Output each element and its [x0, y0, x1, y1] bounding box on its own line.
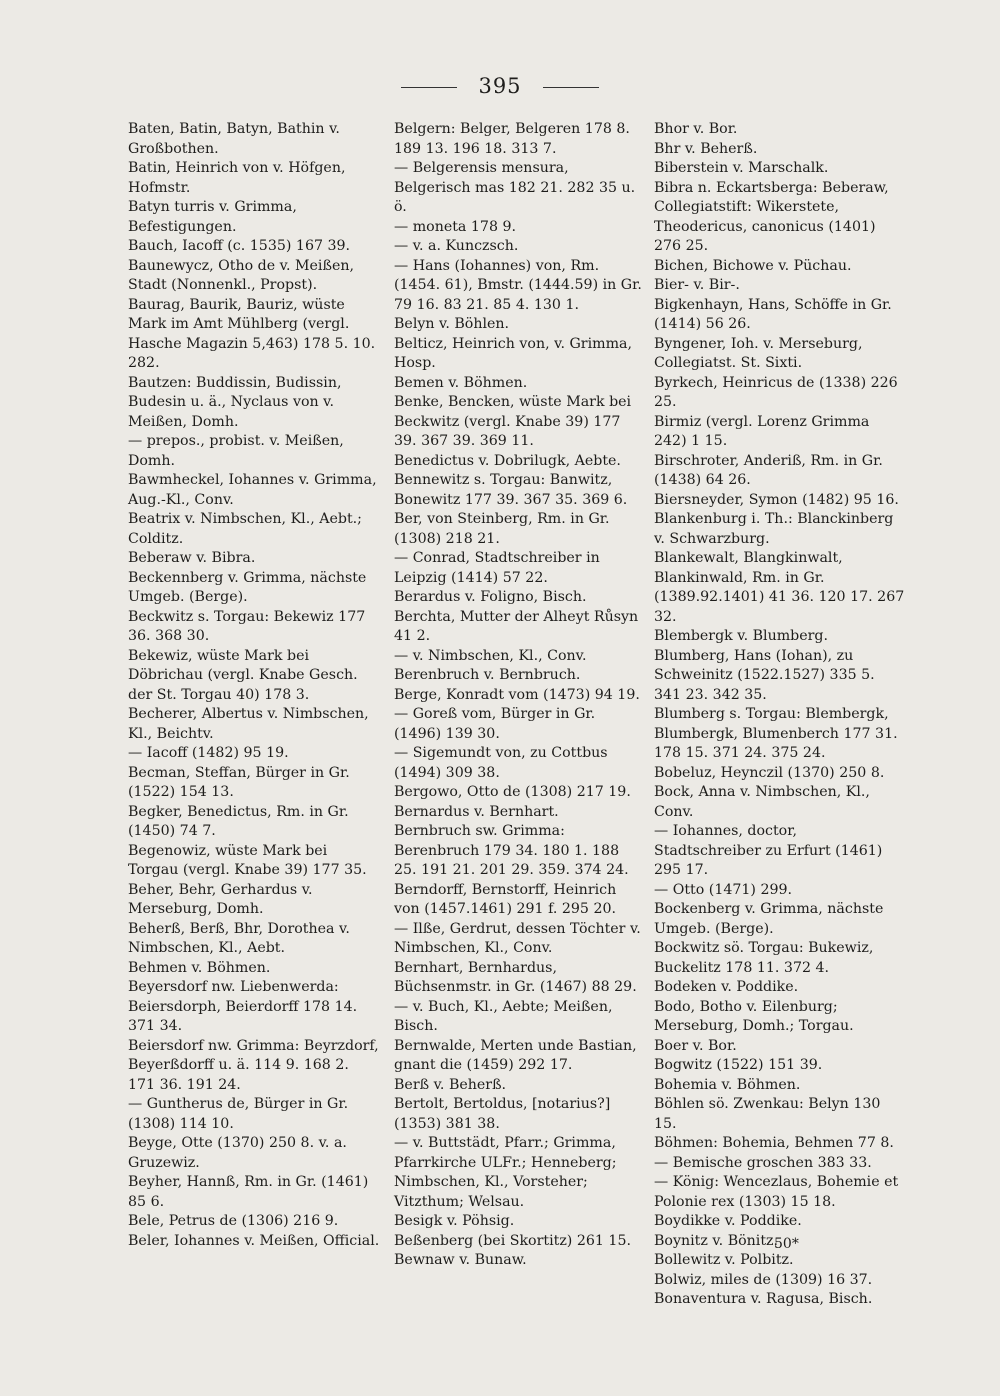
- index-entry: Bernhart, Bernhardus, Büchsenmstr. in Gr. (1467) 88 29.: [394, 959, 637, 995]
- index-entry: — Guntherus de, Bürger in Gr. (1308) 114 10.: [128, 1096, 349, 1132]
- index-entry: Berß v. Beherß.: [394, 1076, 507, 1093]
- index-entry: Bock, Anna v. Nimbschen, Kl., Conv.: [654, 784, 870, 820]
- index-entry: Blankenburg i. Th.: Blanckinberg v. Schwarzburg.: [654, 511, 894, 547]
- index-entry: Blembergk v. Blumberg.: [654, 628, 829, 644]
- index-entry: Bohemia v. Böhmen.: [654, 1076, 801, 1093]
- index-entry: Bergowo, Otto de (1308) 217 19.: [394, 784, 631, 800]
- index-entry: — prepos., probist. v. Meißen, Domh.: [128, 433, 344, 469]
- index-entry: Bekewiz, wüste Mark bei Döbrichau (vergl. Knabe Gesch. der St. Torgau 40) 178 3.: [128, 647, 358, 703]
- header-rule-left: [401, 87, 457, 88]
- index-entry: Beßenberg (bei Skortitz) 261 15.: [394, 1232, 631, 1249]
- index-entry: — Otto (1471) 299.: [654, 881, 793, 898]
- index-entry: Böhlen sö. Zwenkau: Belyn 130 15.: [654, 1096, 881, 1132]
- index-entry: Bibra n. Eckartsberga: Beberaw, Collegiatstift: Wikerstete, Theodericus, canonicus (1401) 276 25.: [654, 179, 889, 254]
- page-number: 395: [478, 74, 522, 98]
- index-entry: Beherß, Berß, Bhr, Dorothea v. Nimbschen, Kl., Aebt.: [128, 920, 350, 956]
- index-column-right: [654, 120, 906, 1310]
- index-entry: Baurag, Baurik, Bauriz, wüste Mark im Amt Mühlberg (vergl. Hasche Magazin 5,463) 178 5. 10. 282.: [128, 296, 376, 371]
- index-entry: Behmen v. Böhmen.: [128, 959, 271, 976]
- page-header: [0, 74, 1000, 98]
- index-entry: Bernbruch sw. Grimma: Berenbruch 179 34. 180 1. 188 25. 191 21. 201 29. 359. 374 24.: [394, 823, 629, 878]
- index-entry: Biberstein v. Marschalk.: [654, 160, 829, 176]
- index-entry: Berchta, Mutter der Alheyt Růsyn 41 2.: [394, 608, 639, 644]
- index-entry: — Bemische groschen 383 33.: [654, 1154, 872, 1171]
- index-entry: Bhr v. Beherß.: [654, 140, 758, 157]
- signature-mark: 50*: [774, 1236, 799, 1252]
- index-entry: Berenbruch v. Bernbruch.: [394, 667, 581, 683]
- index-entry: Ber, von Steinberg, Rm. in Gr. (1308) 218 21.: [394, 511, 610, 547]
- index-entry: Bernardus v. Bernhart.: [394, 803, 559, 820]
- index-entry: Böhmen: Bohemia, Behmen 77 8.: [654, 1135, 894, 1151]
- index-entry: Biersneyder, Symon (1482) 95 16.: [654, 491, 899, 508]
- index-entry: Beyersdorf nw. Liebenwerda: Beiersdorph, Beierdorff 178 14. 371 34.: [128, 979, 358, 1034]
- index-entry: Belticz, Heinrich von, v. Grimma, Hosp.: [394, 335, 632, 371]
- index-entry: Berardus v. Foligno, Bisch.: [394, 589, 587, 605]
- index-entry: Bockwitz sö. Torgau: Bukewiz, Buckelitz 178 11. 372 4.: [654, 940, 874, 976]
- index-entry: Byngener, Ioh. v. Merseburg, Collegiatst. St. Sixti.: [654, 335, 863, 371]
- index-entry: Baunewycz, Otho de v. Meißen, Stadt (Nonnenkl., Propst).: [128, 257, 354, 293]
- index-entry: — Sigemundt von, zu Cottbus (1494) 309 38.: [394, 745, 608, 781]
- index-entry: Bewnaw v. Bunaw.: [394, 1252, 527, 1268]
- index-entry: Bernwalde, Merten unde Bastian, gnant die (1459) 292 17.: [394, 1037, 637, 1073]
- index-entry: — König: Wencezlaus, Bohemie et Polonie rex (1303) 15 18.: [654, 1174, 899, 1210]
- index-entry: Bobeluz, Heynczil (1370) 250 8.: [654, 764, 885, 781]
- index-entry: Benedictus v. Dobrilugk, Aebte.: [394, 452, 621, 469]
- index-entry: Bautzen: Buddissin, Budissin, Budesin u. ä., Nyclaus von v. Meißen, Domh.: [128, 374, 342, 430]
- index-entry: Bemen v. Böhmen.: [394, 374, 528, 391]
- index-entry: Bogwitz (1522) 151 39.: [654, 1057, 823, 1073]
- index-entry: Bele, Petrus de (1306) 216 9.: [128, 1213, 339, 1229]
- index-entry: Beher, Behr, Gerhardus v. Merseburg, Domh.: [128, 881, 313, 917]
- index-entry: Bertolt, Bertoldus, [notarius?] (1353) 381 38.: [394, 1096, 611, 1132]
- index-entry: Becman, Steffan, Bürger in Gr. (1522) 154 13.: [128, 764, 350, 800]
- index-entry: Batin, Heinrich von v. Höfgen, Hofmstr.: [128, 160, 346, 196]
- index-entry: Beckwitz s. Torgau: Bekewiz 177 36. 368 30.: [128, 608, 366, 644]
- index-entry: Bichen, Bichowe v. Püchau.: [654, 257, 852, 274]
- index-entry: Begenowiz, wüste Mark bei Torgau (vergl. Knabe 39) 177 35.: [128, 842, 367, 878]
- index-entry: — Ilße, Gerdrut, dessen Töchter v. Nimbschen, Kl., Conv.: [394, 920, 641, 956]
- index-entry: — v. a. Kunczsch.: [394, 238, 519, 254]
- index-entry: — Iohannes, doctor, Stadtschreiber zu Erfurt (1461) 295 17.: [654, 823, 883, 878]
- index-entry: — v. Buch, Kl., Aebte; Meißen, Bisch.: [394, 998, 613, 1034]
- index-entry: Beler, Iohannes v. Meißen, Official.: [128, 1232, 380, 1249]
- index-entry: Bockenberg v. Grimma, nächste Umgeb. (Berge).: [654, 901, 884, 937]
- index-entry: Benke, Bencken, wüste Mark bei Beckwitz (vergl. Knabe 39) 177 39. 367 39. 369 11.: [394, 394, 632, 449]
- index-entry: Bonaventura v. Ragusa, Bisch.: [654, 1291, 873, 1307]
- index-entry: — Iacoff (1482) 95 19.: [128, 745, 289, 761]
- index-entry: Baten, Batin, Batyn, Bathin v. Großbothen.: [128, 121, 340, 157]
- index-entry: Blumberg, Hans (Iohan), zu Schweinitz (1522.1527) 335 5. 341 23. 342 35.: [654, 647, 875, 703]
- index-entry: Byrkech, Heinricus de (1338) 226 25.: [654, 374, 898, 410]
- index-column-middle: [394, 120, 646, 1271]
- index-entry: Berndorff, Bernstorff, Heinrich von (1457.1461) 291 f. 295 20.: [394, 881, 617, 917]
- index-entry: Begker, Benedictus, Rm. in Gr. (1450) 74 7.: [128, 803, 349, 839]
- index-column-left: [128, 120, 380, 1251]
- index-entry: Beyher, Hannß, Rm. in Gr. (1461) 85 6.: [128, 1174, 369, 1210]
- index-entry: Bhor v. Bor.: [654, 121, 738, 137]
- index-entry: Boer v. Bor.: [654, 1037, 737, 1054]
- index-entry: Bigkenhayn, Hans, Schöffe in Gr. (1414) 56 26.: [654, 296, 892, 332]
- index-entry: — moneta 178 9.: [394, 218, 517, 235]
- index-entry: Bollewitz v. Polbitz.: [654, 1252, 794, 1268]
- index-entry: Birmiz (vergl. Lorenz Grimma 242) 1 15.: [654, 413, 870, 449]
- index-entry: Besigk v. Pöhsig.: [394, 1213, 515, 1229]
- index-entry: Bodeken v. Poddike.: [654, 979, 799, 995]
- index-entry: Beckennberg v. Grimma, nächste Umgeb. (Berge).: [128, 569, 367, 605]
- index-entry: Belgern: Belger, Belgeren 178 8. 189 13. 196 18. 313 7.: [394, 121, 630, 157]
- index-entry: — Hans (Iohannes) von, Rm. (1454. 61), Bmstr. (1444.59) in Gr. 79 16. 83 21. 85 4. 130 1.: [394, 257, 642, 313]
- index-entry: Becherer, Albertus v. Nimbschen, Kl., Beichtv.: [128, 706, 369, 742]
- index-entry: — Belgerensis mensura, Belgerisch mas 182 21. 282 35 u. ö.: [394, 160, 636, 215]
- index-entry: Bodo, Botho v. Eilenburg; Merseburg, Domh.; Torgau.: [654, 998, 854, 1034]
- index-entry: Batyn turris v. Grimma, Befestigungen.: [128, 199, 297, 235]
- index-entry: Berge, Konradt vom (1473) 94 19.: [394, 686, 640, 703]
- index-entry: Beatrix v. Nimbschen, Kl., Aebt.; Colditz.: [128, 511, 362, 547]
- index-entry: — Goreß vom, Bürger in Gr. (1496) 139 30.: [394, 706, 596, 742]
- index-entry: — v. Nimbschen, Kl., Conv.: [394, 647, 587, 664]
- index-entry: Bawmheckel, Iohannes v. Grimma, Aug.-Kl., Conv.: [128, 472, 377, 508]
- index-entry: Beiersdorf nw. Grimma: Beyrzdorf, Beyerßdorff u. ä. 114 9. 168 2. 171 36. 191 24.: [128, 1037, 379, 1093]
- index-entry: Bier- v. Bir-.: [654, 277, 740, 293]
- index-entry: — Conrad, Stadtschreiber in Leipzig (1414) 57 22.: [394, 550, 600, 586]
- index-entry: Blankewalt, Blangkinwalt, Blankinwald, Rm. in Gr. (1389.92.1401) 41 36. 120 17. 267 32.: [654, 550, 905, 625]
- index-entry: Bauch, Iacoff (c. 1535) 167 39.: [128, 238, 351, 254]
- header-rule-right: [543, 87, 599, 88]
- index-entry: Beyge, Otte (1370) 250 8. v. a. Gruzewiz.: [128, 1135, 347, 1171]
- index-entry: Blumberg s. Torgau: Blembergk, Blumbergk, Blumenberch 177 31. 178 15. 371 24. 375 24.: [654, 706, 898, 761]
- index-entry: Birschroter, Anderiß, Rm. in Gr. (1438) 64 26.: [654, 452, 883, 488]
- index-entry: — v. Buttstädt, Pfarr.; Grimma, Pfarrkirche ULFr.; Henneberg; Nimbschen, Kl., Vorsteher; Vitzthum; Welsau.: [394, 1135, 617, 1210]
- index-entry: Beberaw v. Bibra.: [128, 550, 256, 566]
- index-entry: Boynitz v. Bönitz.: [654, 1232, 779, 1249]
- index-entry: Bolwiz, miles de (1309) 16 37.: [654, 1271, 873, 1288]
- index-entry: Bennewitz s. Torgau: Banwitz, Bonewitz 177 39. 367 35. 369 6.: [394, 472, 628, 508]
- index-entry: Boydikke v. Poddike.: [654, 1213, 802, 1229]
- index-entry: Belyn v. Böhlen.: [394, 316, 510, 332]
